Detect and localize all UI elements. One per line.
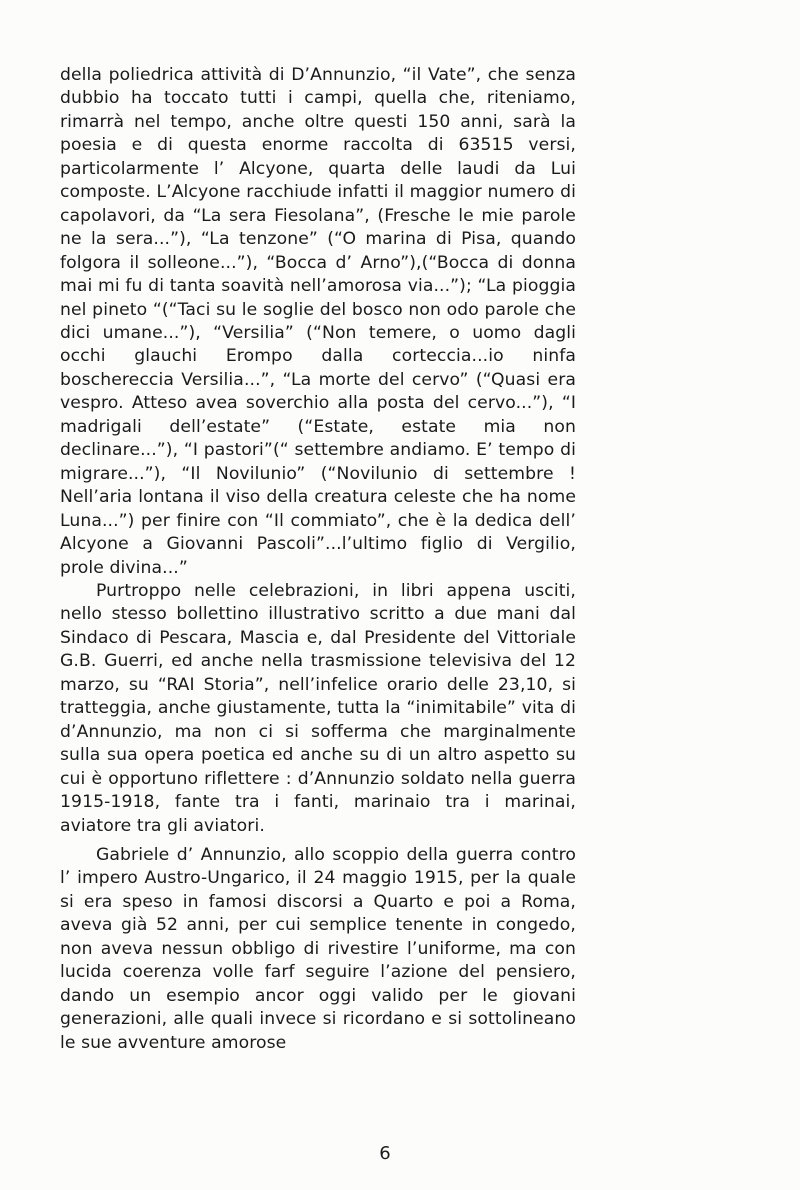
body-text bbox=[60, 64, 576, 1055]
paragraph-2: Purtroppo nelle celebrazioni, in libri appena usciti, nello stesso bollettino illustrativo scritto a due mani dal Sindaco di Pescara, Mascia e, dal Presidente del Vittoriale G.B. Guerri, ed anche nella trasmissione televisiva del 12 marzo, su “RAI Storia”, nell’infelice orario delle 23,10, si tratteggia, anche giustamente, tutta la “inimitabile” vita di d’Annunzio, ma non ci si sofferma che marginalmente sulla sua opera poetica ed anche su di un altro aspetto su cui è opportuno riflettere : d’Annunzio soldato nella guerra 1915-1918, fante tra i fanti, marinaio tra i marinai, aviatore tra gli aviatori. bbox=[60, 580, 576, 836]
paragraph-1: della poliedrica attività di D’Annunzio, “il Vate”, che senza dubbio ha toccato tutti i campi, quella che, riteniamo, rimarrà nel tempo, anche oltre questi 150 anni, sarà la poesia e di questa enorme raccolta di 63515 versi, particolarmente l’ Alcyone, quarta delle laudi da Lui composte. L’Alcyone racchiude infatti il maggior numero di capolavori, da “La sera Fiesolana”, (Fresche le mie parole ne la sera...”), “La tenzone” (“O marina di Pisa, quando folgora il solleone...”), “Bocca d’ Arno”),(“Bocca di donna mai mi fu di tanta soavità nell’amorosa via...”); “La pioggia nel pineto “(“Taci su le soglie del bosco non odo parole che dici umane...”), “Versilia” (“Non temere, o uomo dagli occhi glauchi Erompo dalla corteccia...io ninfa boschereccia Versilia...”, “La morte del cervo” (“Quasi era vespro. Atteso avea soverchio alla posta del cervo...”), “I madrigali dell’estate” (“Estate, estate mia non declinare...”), “I pastori”(“ settembre andiamo. E’ tempo di migrare...”), “Il Novilunio” (“Novilunio di settembre ! Nell’aria lontana il viso della creatura celeste che ha nome Luna...”) per finire con “Il commiato”, che è la dedica dell’ Alcyone a Giovanni Pascoli”...l’ultimo figlio di Vergilio, prole divina...” bbox=[60, 65, 576, 578]
page-number: 6 bbox=[379, 1143, 391, 1164]
paragraph-3: Gabriele d’ Annunzio, allo scoppio della guerra contro l’ impero Austro-Ungarico, il 24 maggio 1915, per la quale si era speso in famosi discorsi a Quarto e poi a Roma, aveva già 52 anni, per cui semplice tenente in congedo, non aveva nessun obbligo di rivestire l’uniforme, ma con lucida coerenza volle farf seguire l’azione del pensiero, dando un esempio ancor oggi valido per le giovani generazioni, alle quali invece si ricordano e si sottolineano le sue avventure amorose bbox=[60, 844, 576, 1053]
